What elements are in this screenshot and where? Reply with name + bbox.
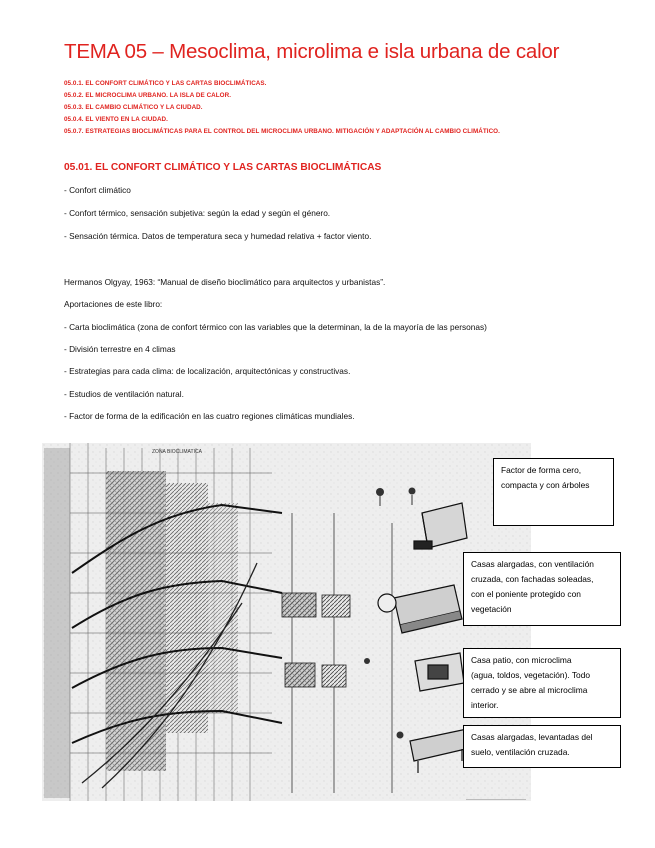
- callout-line: suelo, ventilación cruzada.: [471, 747, 570, 757]
- toc-item: 05.0.2. EL MICROCLIMA URBANO. LA ISLA DE CALOR.: [64, 92, 232, 99]
- callout-line: interior.: [471, 700, 499, 710]
- callout-line: Casas alargadas, levantadas del: [471, 732, 593, 742]
- bullet-item: - Carta bioclimática (zona de confort térmico con las variables que la determinan, la de la mayoría de las personas): [64, 322, 487, 332]
- divider: [466, 799, 526, 800]
- reference-text: Hermanos Olgyay, 1963: “Manual de diseño bioclimático para arquitectos y urbanistas”.: [64, 277, 386, 287]
- bullet-item: - División terrestre en 4 climas: [64, 344, 176, 354]
- table-of-contents: [64, 78, 500, 138]
- page-title: TEMA 05 – Mesoclima, microlima e isla urbana de calor: [64, 40, 560, 63]
- bullet-item: - Estrategias para cada clima: de localización, arquitectónicas y constructivas.: [64, 366, 351, 376]
- callout-line: (agua, toldos, vegetación). Todo: [471, 670, 591, 680]
- section-heading: 05.01. EL CONFORT CLIMÁTICO Y LAS CARTAS BIOCLIMÁTICAS: [64, 162, 382, 173]
- callout-box: [463, 552, 621, 626]
- callout-box: [463, 648, 621, 718]
- bioclimatic-chart-figure: [42, 443, 531, 801]
- bullet-item: - Factor de forma de la edificación en las cuatro regiones climáticas mundiales.: [64, 411, 355, 421]
- callout-line: compacta y con árboles: [501, 480, 590, 490]
- callout-line: Casa patio, con microclima: [471, 655, 572, 665]
- bullet-item: - Sensación térmica. Datos de temperatura seca y humedad relativa + factor viento.: [64, 231, 372, 241]
- bullet-item: - Estudios de ventilación natural.: [64, 389, 184, 399]
- toc-item: 05.0.7. ESTRATEGIAS BIOCLIMÁTICAS PARA EL CONTROL DEL MICROCLIMA URBANO. MITIGACIÓN Y ADAPTACIÓN AL CAMBIO CLIMÁTICO.: [64, 128, 500, 135]
- contributions-label: Aportaciones de este libro:: [64, 299, 163, 309]
- callout-box: [463, 725, 621, 768]
- toc-item: 05.0.4. EL VIENTO EN LA CIUDAD.: [64, 116, 168, 123]
- bullet-item: - Confort térmico, sensación subjetiva: según la edad y según el género.: [64, 208, 331, 218]
- callout-line: con el poniente protegido con: [471, 589, 581, 599]
- toc-item: 05.0.1. EL CONFORT CLIMÁTICO Y LAS CARTAS BIOCLIMÁTICAS.: [64, 80, 267, 87]
- callout-line: Casas alargadas, con ventilación: [471, 559, 594, 569]
- callout-line: cruzada, con fachadas soleadas,: [471, 574, 594, 584]
- callout-line: vegetación: [471, 604, 512, 614]
- toc-item: 05.0.3. EL CAMBIO CLIMÁTICO Y LA CIUDAD.: [64, 104, 203, 111]
- callout-line: Factor de forma cero,: [501, 465, 582, 475]
- bullet-item: - Confort climático: [64, 185, 131, 195]
- svg-text:ZONA BIOCLIMATICA: ZONA BIOCLIMATICA: [152, 449, 202, 455]
- callout-line: cerrado y se abre al microclima: [471, 685, 588, 695]
- callout-box: [493, 458, 614, 526]
